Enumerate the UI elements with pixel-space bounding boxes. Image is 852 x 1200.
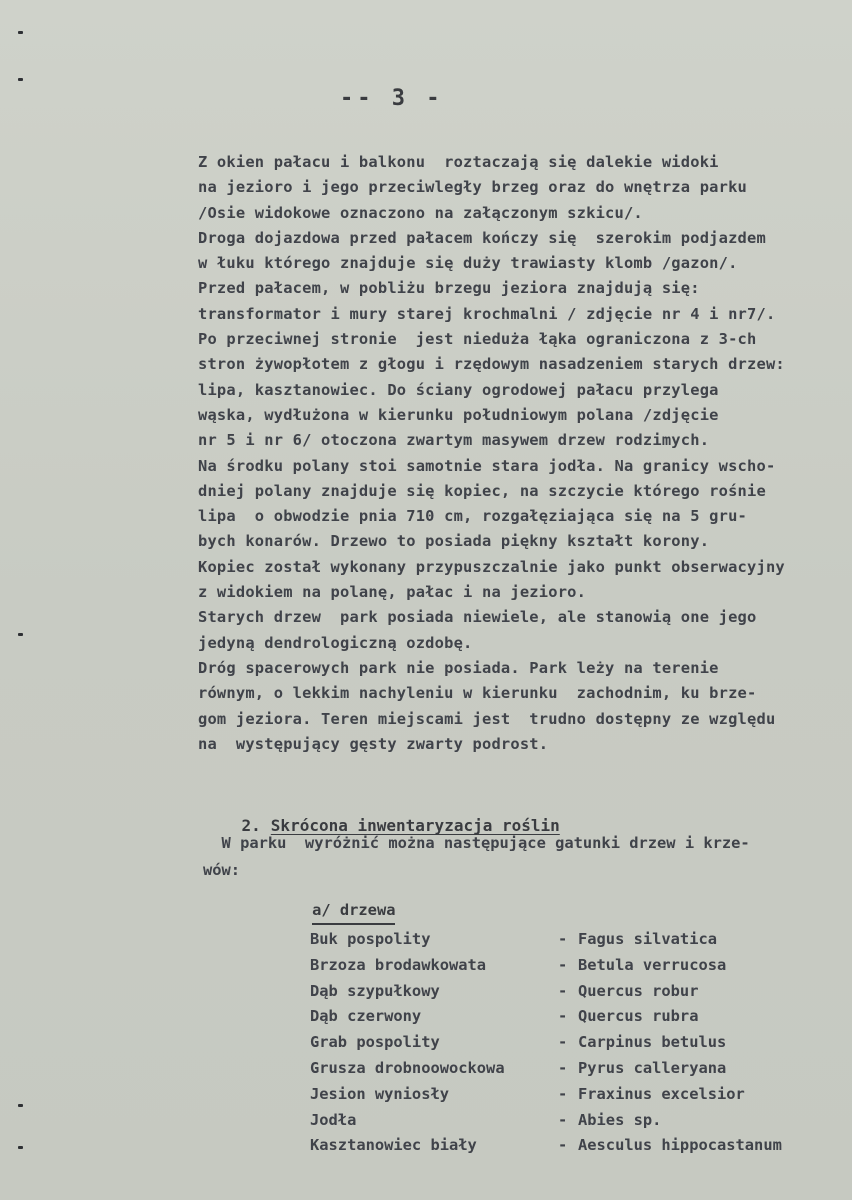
species-row xyxy=(310,1056,830,1082)
text-line: W parku wyróżnić można następujące gatunki drzew i krze- xyxy=(203,834,750,852)
punch-mark xyxy=(18,1104,23,1107)
text-line: Dróg spacerowych park nie posiada. Park leży na terenie xyxy=(198,658,719,677)
species-polish-name: Buk pospolity xyxy=(310,930,431,948)
text-line: gom jeziora. Teren miejscami jest trudno dostępny ze względu xyxy=(198,709,776,728)
species-row xyxy=(310,953,830,979)
species-latin-name: Betula verrucosa xyxy=(578,955,727,974)
text-line: Starych drzew park posiada niewiele, ale stanowią one jego xyxy=(198,608,757,627)
species-separator: - xyxy=(558,955,568,974)
page-number: -- 3 - xyxy=(340,86,444,111)
text-line: Kopiec został wykonany przypuszczalnie jako punkt obserwacyjny xyxy=(198,557,785,576)
species-latin-name: Quercus rubra xyxy=(578,1007,699,1026)
species-polish-name: Dąb szypułkowy xyxy=(310,981,440,1000)
text-line: na występujący gęsty zwarty podrost. xyxy=(198,734,549,753)
text-line: lipa, kasztanowiec. Do ściany ogrodowej pałacu przylega xyxy=(198,380,719,399)
text-line: bych konarów. Drzewo to posiada piękny kształt korony. xyxy=(198,532,710,551)
species-separator: - xyxy=(558,1007,568,1026)
punch-mark xyxy=(18,633,23,636)
text-line: Po przeciwnej stronie jest nieduża łąka ograniczona z 3-ch xyxy=(198,330,757,349)
text-line: wąska, wydłużona w kierunku południowym polana /zdjęcie xyxy=(198,405,719,424)
section-title: Skrócona inwentaryzacja roślin xyxy=(270,816,560,835)
section-number: 2. xyxy=(241,816,261,835)
species-separator: - xyxy=(558,1033,568,1052)
species-row xyxy=(310,1133,830,1159)
text-line: Z okien pałacu i balkonu roztaczają się dalekie widoki xyxy=(198,153,719,171)
text-line: nr 5 i nr 6/ otoczona zwartym masywem drzew rodzimych. xyxy=(198,431,710,450)
text-line: wów: xyxy=(203,861,241,879)
text-line: jedyną dendrologiczną ozdobę. xyxy=(198,633,473,652)
species-list xyxy=(310,927,830,1159)
species-latin-name: Aesculus hippocastanum xyxy=(578,1136,782,1155)
species-polish-name: Brzoza brodawkowata xyxy=(310,955,487,974)
text-line: stron żywopłotem z głogu i rzędowym nasadzeniem starych drzew: xyxy=(198,355,785,374)
species-latin-name: Abies sp. xyxy=(578,1110,662,1129)
species-row xyxy=(310,1082,830,1108)
punch-mark xyxy=(18,78,23,81)
species-latin-name: Fagus silvatica xyxy=(578,930,717,948)
body-paragraph xyxy=(198,150,852,757)
text-line: z widokiem na polanę, pałac i na jezioro. xyxy=(198,583,587,602)
text-line: dniej polany znajduje się kopiec, na szczycie którego rośnie xyxy=(198,481,766,500)
intro-paragraph xyxy=(203,830,843,884)
species-separator: - xyxy=(558,930,568,948)
species-latin-name: Carpinus betulus xyxy=(578,1033,727,1052)
species-separator: - xyxy=(558,1058,568,1077)
species-polish-name: Jodła xyxy=(310,1110,357,1129)
species-polish-name: Jesion wyniosły xyxy=(310,1084,449,1103)
subsection-title: a/ drzewa xyxy=(312,901,395,925)
species-row xyxy=(310,979,830,1005)
species-separator: - xyxy=(558,981,568,1000)
species-separator: - xyxy=(558,1084,568,1103)
punch-mark xyxy=(18,31,23,34)
text-line: w łuku którego znajduje się duży trawiasty klomb /gazon/. xyxy=(198,254,738,273)
species-polish-name: Dąb czerwony xyxy=(310,1007,422,1026)
species-row xyxy=(310,1108,830,1134)
species-latin-name: Quercus robur xyxy=(578,981,699,1000)
species-row xyxy=(310,927,830,953)
text-line: Na środku polany stoi samotnie stara jodła. Na granicy wscho- xyxy=(198,456,776,475)
text-line: lipa o obwodzie pnia 710 cm, rozgałęziająca się na 5 gru- xyxy=(198,507,748,526)
species-latin-name: Pyrus calleryana xyxy=(578,1058,727,1077)
text-line: równym, o lekkim nachyleniu w kierunku zachodnim, ku brze- xyxy=(198,684,757,703)
text-line: /Osie widokowe oznaczono na załączonym szkicu/. xyxy=(198,203,643,222)
species-row xyxy=(310,1030,830,1056)
species-separator: - xyxy=(558,1110,568,1129)
text-line: transformator i mury starej krochmalni / zdjęcie nr 4 i nr7/. xyxy=(198,304,776,323)
species-polish-name: Grusza drobnoowockowa xyxy=(310,1058,505,1077)
text-line: na jezioro i jego przeciwległy brzeg oraz do wnętrza parku xyxy=(198,178,748,197)
text-line: Droga dojazdowa przed pałacem kończy się szerokim podjazdem xyxy=(198,228,766,247)
species-latin-name: Fraxinus excelsior xyxy=(578,1084,745,1103)
text-line: Przed pałacem, w pobliżu brzegu jeziora znajdują się: xyxy=(198,279,700,298)
species-separator: - xyxy=(558,1136,568,1155)
species-row xyxy=(310,1004,830,1030)
species-polish-name: Kasztanowiec biały xyxy=(310,1136,477,1155)
punch-mark xyxy=(18,1146,23,1149)
species-polish-name: Grab pospolity xyxy=(310,1033,440,1052)
